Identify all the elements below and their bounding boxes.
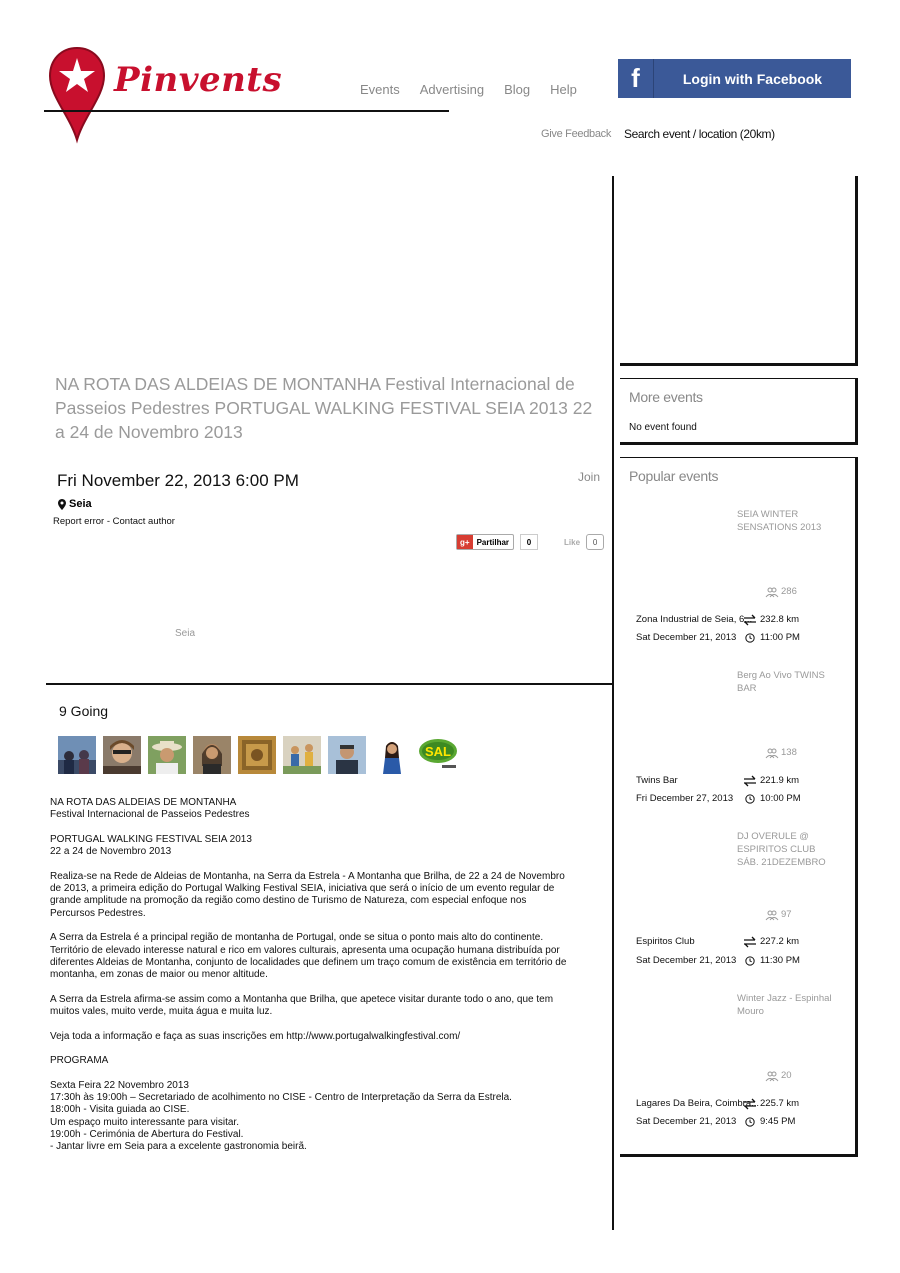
popular-event-distance: 232.8 km bbox=[760, 614, 800, 625]
popular-event-attendees bbox=[766, 747, 797, 758]
main-nav bbox=[360, 82, 597, 97]
popular-event-date-row bbox=[636, 955, 846, 966]
avatar[interactable] bbox=[238, 736, 276, 774]
desc-paragraph: A Serra da Estrela é a principal região de montanha de Portugal, onde se situa o ponto mais alto do continente. Território de elevado interesse natural e rico em valores culturais, apresenta uma ocupação humana distribuída por diferentes Aldeias de Montanha, conjunto de localidades que definem um traço comum de existência em território de montanha, em zonas de maior ou menor altitude. bbox=[50, 932, 567, 981]
login-facebook-label: Login with Facebook bbox=[682, 70, 823, 87]
give-feedback-link[interactable]: Give Feedback bbox=[541, 128, 612, 140]
avatar[interactable] bbox=[283, 736, 321, 774]
facebook-icon: f bbox=[618, 59, 654, 98]
popular-event-place: Zona Industrial de Seia, 6... bbox=[636, 614, 753, 625]
like-button[interactable]: Like bbox=[564, 537, 581, 547]
avatar[interactable] bbox=[148, 736, 186, 774]
popular-event-time: 11:30 PM bbox=[760, 955, 800, 966]
nav-blog[interactable]: Blog bbox=[504, 82, 531, 97]
popular-event-date: Sat December 21, 2013 bbox=[636, 632, 737, 643]
popular-event-date: Fri December 27, 2013 bbox=[636, 793, 734, 804]
event-location-label: Seia bbox=[69, 498, 92, 510]
google-plus-icon: g+ bbox=[457, 535, 473, 549]
report-contact-links[interactable]: Report error - Contact author bbox=[53, 516, 175, 527]
location-pin-icon bbox=[58, 499, 66, 510]
popular-event-name[interactable]: Berg Ao Vivo TWINS BAR bbox=[737, 670, 825, 694]
popular-event-place-row bbox=[636, 614, 846, 625]
popular-event-distance: 221.9 km bbox=[760, 775, 800, 786]
clock-icon bbox=[744, 633, 756, 643]
desc-paragraph: PORTUGAL WALKING FESTIVAL SEIA 2013 22 a 24 de Novembro 2013 bbox=[50, 833, 252, 858]
popular-event-distance: 225.7 km bbox=[760, 1098, 800, 1109]
sal-logo-text: SAL bbox=[425, 744, 451, 759]
popular-event-name[interactable]: DJ OVERULE @ ESPIRITOS CLUB SÁB. 21DEZEMBRO bbox=[737, 831, 826, 868]
google-plus-share-label: Partilhar bbox=[476, 537, 510, 547]
main-column-divider-lower bbox=[612, 685, 614, 1230]
event-title: NA ROTA DAS ALDEIAS DE MONTANHA Festival Internacional de Passeios Pedestres PORTUGAL WALKING FESTIVAL SEIA 2013 22 a 24 de Novembro 2013 bbox=[55, 374, 593, 442]
going-count: 9 Going bbox=[59, 703, 109, 719]
brand-logo-text[interactable]: Pinvents bbox=[114, 60, 283, 100]
desc-paragraph: Sexta Feira 22 Novembro 2013 17:30h às 19:00h – Secretariado de acolhimento no CISE - Centro de Interpretação da Serra da Estrela. 18:00h - Visita guiada ao CISE. Um espaço muito interessante para visitar. 19:00h - Cerimónia de Abertura do Festival. - Jantar livre em Seia para a excelente gastronomia beirã. bbox=[50, 1079, 512, 1153]
popular-event-attendees bbox=[766, 909, 792, 920]
popular-event-name[interactable]: SEIA WINTER SENSATIONS 2013 bbox=[737, 509, 822, 533]
popular-event-date: Sat December 21, 2013 bbox=[636, 955, 737, 966]
event-location[interactable] bbox=[58, 498, 92, 510]
map-location-label[interactable]: Seia bbox=[175, 628, 196, 639]
google-plus-count: 0 bbox=[520, 534, 538, 550]
popular-event-place-row bbox=[636, 775, 846, 786]
popular-event-item[interactable] bbox=[636, 508, 846, 648]
desc-paragraph: Veja toda a informação e faça as suas inscrições em http://www.portugalwalkingfestival.com/ bbox=[50, 1030, 461, 1042]
social-buttons bbox=[456, 534, 604, 550]
popular-event-time: 11:00 PM bbox=[760, 632, 800, 643]
popular-event-distance: 227.2 km bbox=[760, 936, 800, 947]
login-facebook-button[interactable] bbox=[618, 59, 851, 98]
distance-icon bbox=[744, 1099, 756, 1109]
attendee-count: 97 bbox=[781, 909, 792, 920]
popular-event-item[interactable] bbox=[636, 830, 846, 970]
pinvents-logo-icon[interactable] bbox=[48, 46, 106, 142]
popular-event-place: Lagares Da Beira, Coimbra... bbox=[636, 1098, 760, 1109]
header-divider bbox=[44, 110, 449, 112]
popular-event-name[interactable]: Winter Jazz - Espinhal Mouro bbox=[737, 993, 832, 1017]
people-icon bbox=[766, 587, 778, 597]
popular-event-item[interactable] bbox=[636, 669, 846, 809]
distance-icon bbox=[744, 937, 756, 947]
popular-event-attendees bbox=[766, 586, 797, 597]
avatar[interactable] bbox=[103, 736, 141, 774]
popular-event-place: Espiritos Club bbox=[636, 936, 695, 947]
nav-advertising[interactable]: Advertising bbox=[419, 82, 485, 97]
search-event-link[interactable]: Search event / location (20km) bbox=[624, 127, 775, 141]
sal-logo-graphic bbox=[418, 736, 458, 772]
popular-events-title: Popular events bbox=[629, 468, 719, 484]
popular-event-place: Twins Bar bbox=[636, 775, 678, 786]
desc-paragraph: Realiza-se na Rede de Aldeias de Montanha, na Serra da Estrela - A Montanha que Brilha, de 22 a 24 de Novembro de 2013, a primeira edição do Portugal Walking Festival SEIA, iniciativa que será o início de um evento regular de grande amplitude na promoção da região como destino de Turismo de Natureza, com especial enfoque nos Percursos Pedestres. bbox=[50, 870, 565, 919]
more-events-title: More events bbox=[629, 389, 703, 405]
avatar[interactable] bbox=[373, 736, 411, 774]
popular-event-date-row bbox=[636, 632, 846, 643]
google-plus-share-button[interactable] bbox=[456, 534, 514, 550]
avatar[interactable] bbox=[58, 736, 96, 774]
attendee-avatars bbox=[58, 736, 458, 774]
no-event-message: No event found bbox=[629, 422, 697, 433]
distance-icon bbox=[744, 615, 756, 625]
popular-event-attendees bbox=[766, 1070, 792, 1081]
people-icon bbox=[766, 748, 778, 758]
people-icon bbox=[766, 910, 778, 920]
desc-paragraph: A Serra da Estrela afirma-se assim como a Montanha que Brilha, que apetece visitar durante todo o ano, que tem muitos vales, muito verde, muita água e muita luz. bbox=[50, 993, 554, 1018]
popular-event-item[interactable] bbox=[636, 992, 846, 1132]
popular-event-place-row bbox=[636, 1098, 846, 1109]
popular-event-time: 10:00 PM bbox=[760, 793, 801, 804]
popular-event-date-row bbox=[636, 793, 846, 804]
event-description bbox=[50, 797, 570, 1166]
section-divider bbox=[46, 683, 614, 685]
avatar[interactable] bbox=[193, 736, 231, 774]
ad-slot bbox=[620, 176, 858, 366]
popular-event-place-row bbox=[636, 936, 846, 947]
clock-icon bbox=[744, 794, 756, 804]
nav-events[interactable]: Events bbox=[360, 82, 400, 97]
attendee-count: 286 bbox=[781, 586, 797, 597]
popular-event-time: 9:45 PM bbox=[760, 1116, 796, 1127]
attendee-count: 138 bbox=[781, 747, 797, 758]
distance-icon bbox=[744, 776, 756, 786]
like-count: 0 bbox=[586, 534, 604, 550]
popular-event-date: Sat December 21, 2013 bbox=[636, 1116, 737, 1127]
nav-help[interactable]: Help bbox=[550, 82, 577, 97]
attendee-count: 20 bbox=[781, 1070, 792, 1081]
sal-logo[interactable] bbox=[418, 736, 458, 772]
people-icon bbox=[766, 1071, 778, 1081]
clock-icon bbox=[744, 1117, 756, 1127]
desc-paragraph: NA ROTA DAS ALDEIAS DE MONTANHA Festival Internacional de Passeios Pedestres bbox=[50, 797, 250, 821]
join-button[interactable]: Join bbox=[578, 470, 601, 484]
avatar[interactable] bbox=[328, 736, 366, 774]
desc-paragraph: PROGRAMA bbox=[50, 1055, 109, 1067]
clock-icon bbox=[744, 956, 756, 966]
main-column-divider bbox=[612, 176, 614, 684]
event-date: Fri November 22, 2013 6:00 PM bbox=[57, 471, 299, 490]
popular-event-date-row bbox=[636, 1116, 846, 1127]
